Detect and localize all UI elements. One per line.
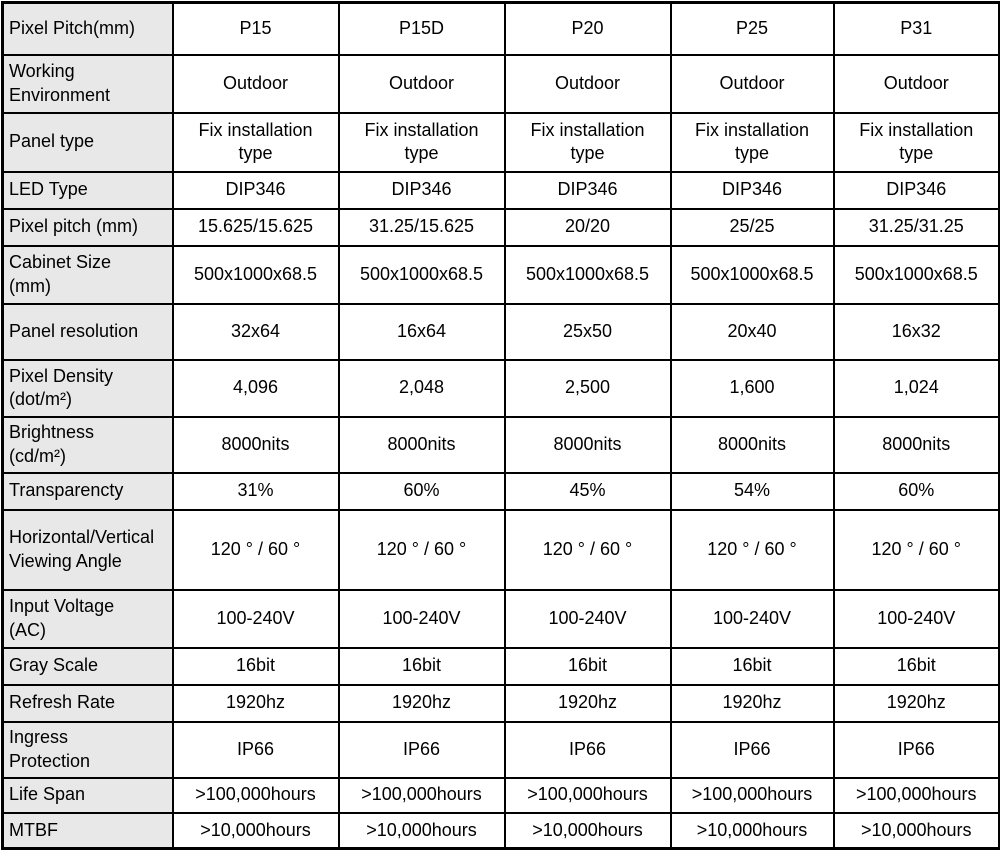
spec-row-horizontal-vertical-viewing-angle <box>3 510 1000 590</box>
spec-value-cell: >10,000hours <box>834 813 1000 849</box>
spec-value-cell: DIP346 <box>505 172 671 209</box>
column-header-p15: P15 <box>173 3 339 55</box>
row-label-pixel-pitch-mm: Pixel Pitch(mm) <box>3 3 173 55</box>
spec-row-panel-resolution <box>3 304 1000 360</box>
spec-value-cell: 8000nits <box>834 417 1000 473</box>
spec-value-cell: Fix installation type <box>834 113 1000 172</box>
spec-row-pixel-pitch-mm <box>3 209 1000 246</box>
spec-value-cell: 16bit <box>339 648 505 685</box>
spec-value-cell: 16bit <box>834 648 1000 685</box>
row-label-pixel-pitch-mm: Pixel pitch (mm) <box>3 209 173 246</box>
spec-value-cell: 120 ° / 60 ° <box>671 510 834 590</box>
spec-row-working-environment <box>3 55 1000 113</box>
spec-value-cell: DIP346 <box>173 172 339 209</box>
spec-value-cell: >10,000hours <box>339 813 505 849</box>
spec-value-cell: 500x1000x68.5 <box>671 246 834 304</box>
spec-value-cell: 1,024 <box>834 360 1000 417</box>
spec-value-cell: 25/25 <box>671 209 834 246</box>
spec-value-cell: 16bit <box>671 648 834 685</box>
spec-row-ingress-protection <box>3 722 1000 778</box>
row-label-gray-scale: Gray Scale <box>3 648 173 685</box>
spec-value-cell: 500x1000x68.5 <box>834 246 1000 304</box>
spec-value-cell: 120 ° / 60 ° <box>505 510 671 590</box>
spec-value-cell: Outdoor <box>834 55 1000 113</box>
column-header-p31: P31 <box>834 3 1000 55</box>
spec-value-cell: 1920hz <box>505 685 671 722</box>
spec-value-cell: 8000nits <box>671 417 834 473</box>
spec-value-cell: 100-240V <box>505 590 671 648</box>
spec-row-gray-scale <box>3 648 1000 685</box>
row-label-input-voltage-ac: Input Voltage (AC) <box>3 590 173 648</box>
row-label-panel-resolution: Panel resolution <box>3 304 173 360</box>
row-label-panel-type: Panel type <box>3 113 173 172</box>
spec-value-cell: 54% <box>671 473 834 510</box>
spec-value-cell: DIP346 <box>339 172 505 209</box>
column-header-row <box>3 3 1000 55</box>
spec-value-cell: 1920hz <box>834 685 1000 722</box>
row-label-ingress-protection: Ingress Protection <box>3 722 173 778</box>
spec-value-cell: 32x64 <box>173 304 339 360</box>
spec-row-cabinet-size-mm <box>3 246 1000 304</box>
row-label-brightness-cd-m: Brightness (cd/m²) <box>3 417 173 473</box>
row-label-horizontal-vertical-viewing-angle: Horizontal/Vertical Viewing Angle <box>3 510 173 590</box>
column-header-p20: P20 <box>505 3 671 55</box>
spec-value-cell: >10,000hours <box>173 813 339 849</box>
spec-value-cell: 1920hz <box>173 685 339 722</box>
spec-value-cell: Fix installation type <box>173 113 339 172</box>
spec-value-cell: IP66 <box>173 722 339 778</box>
spec-value-cell: IP66 <box>671 722 834 778</box>
spec-value-cell: 1920hz <box>339 685 505 722</box>
spec-table-body <box>3 3 1000 849</box>
spec-value-cell: 500x1000x68.5 <box>505 246 671 304</box>
spec-value-cell: Fix installation type <box>671 113 834 172</box>
spec-value-cell: 60% <box>339 473 505 510</box>
spec-value-cell: Outdoor <box>671 55 834 113</box>
row-label-cabinet-size-mm: Cabinet Size (mm) <box>3 246 173 304</box>
spec-value-cell: 500x1000x68.5 <box>173 246 339 304</box>
spec-value-cell: 2,048 <box>339 360 505 417</box>
spec-value-cell: 120 ° / 60 ° <box>173 510 339 590</box>
row-label-mtbf: MTBF <box>3 813 173 849</box>
row-label-pixel-density-dot-m: Pixel Density (dot/m²) <box>3 360 173 417</box>
spec-value-cell: 45% <box>505 473 671 510</box>
spec-value-cell: 31.25/31.25 <box>834 209 1000 246</box>
spec-value-cell: DIP346 <box>834 172 1000 209</box>
spec-value-cell: 20/20 <box>505 209 671 246</box>
spec-value-cell: Fix installation type <box>339 113 505 172</box>
spec-value-cell: >100,000hours <box>173 778 339 813</box>
spec-value-cell: >100,000hours <box>505 778 671 813</box>
spec-value-cell: >100,000hours <box>671 778 834 813</box>
row-label-led-type: LED Type <box>3 172 173 209</box>
spec-value-cell: >10,000hours <box>671 813 834 849</box>
row-label-working-environment: Working Environment <box>3 55 173 113</box>
spec-row-input-voltage-ac <box>3 590 1000 648</box>
led-panel-spec-table <box>1 1 1000 850</box>
spec-value-cell: 8000nits <box>505 417 671 473</box>
spec-value-cell: 120 ° / 60 ° <box>834 510 1000 590</box>
spec-value-cell: 16x64 <box>339 304 505 360</box>
spec-value-cell: 100-240V <box>173 590 339 648</box>
row-label-refresh-rate: Refresh Rate <box>3 685 173 722</box>
spec-value-cell: Outdoor <box>505 55 671 113</box>
spec-row-brightness-cd-m <box>3 417 1000 473</box>
spec-value-cell: 100-240V <box>339 590 505 648</box>
spec-value-cell: 25x50 <box>505 304 671 360</box>
spec-value-cell: 120 ° / 60 ° <box>339 510 505 590</box>
spec-value-cell: 4,096 <box>173 360 339 417</box>
spec-value-cell: 2,500 <box>505 360 671 417</box>
spec-value-cell: 20x40 <box>671 304 834 360</box>
spec-value-cell: >10,000hours <box>505 813 671 849</box>
spec-value-cell: IP66 <box>505 722 671 778</box>
spec-value-cell: 31% <box>173 473 339 510</box>
spec-value-cell: 100-240V <box>834 590 1000 648</box>
spec-value-cell: Outdoor <box>173 55 339 113</box>
spec-value-cell: 60% <box>834 473 1000 510</box>
spec-value-cell: >100,000hours <box>834 778 1000 813</box>
spec-value-cell: 500x1000x68.5 <box>339 246 505 304</box>
spec-value-cell: IP66 <box>339 722 505 778</box>
spec-value-cell: 1,600 <box>671 360 834 417</box>
spec-value-cell: 8000nits <box>339 417 505 473</box>
spec-row-panel-type <box>3 113 1000 172</box>
column-header-p15d: P15D <box>339 3 505 55</box>
spec-value-cell: 16bit <box>173 648 339 685</box>
spec-value-cell: >100,000hours <box>339 778 505 813</box>
spec-row-refresh-rate <box>3 685 1000 722</box>
spec-value-cell: 100-240V <box>671 590 834 648</box>
spec-value-cell: 1920hz <box>671 685 834 722</box>
spec-value-cell: 16bit <box>505 648 671 685</box>
spec-row-led-type <box>3 172 1000 209</box>
spec-value-cell: 8000nits <box>173 417 339 473</box>
spec-row-life-span <box>3 778 1000 813</box>
spec-value-cell: 31.25/15.625 <box>339 209 505 246</box>
spec-value-cell: 16x32 <box>834 304 1000 360</box>
spec-value-cell: DIP346 <box>671 172 834 209</box>
spec-row-mtbf <box>3 813 1000 849</box>
spec-value-cell: Fix installation type <box>505 113 671 172</box>
spec-row-pixel-density-dot-m <box>3 360 1000 417</box>
row-label-transparencty: Transparencty <box>3 473 173 510</box>
column-header-p25: P25 <box>671 3 834 55</box>
spec-row-transparencty <box>3 473 1000 510</box>
spec-value-cell: 15.625/15.625 <box>173 209 339 246</box>
row-label-life-span: Life Span <box>3 778 173 813</box>
spec-value-cell: IP66 <box>834 722 1000 778</box>
spec-value-cell: Outdoor <box>339 55 505 113</box>
